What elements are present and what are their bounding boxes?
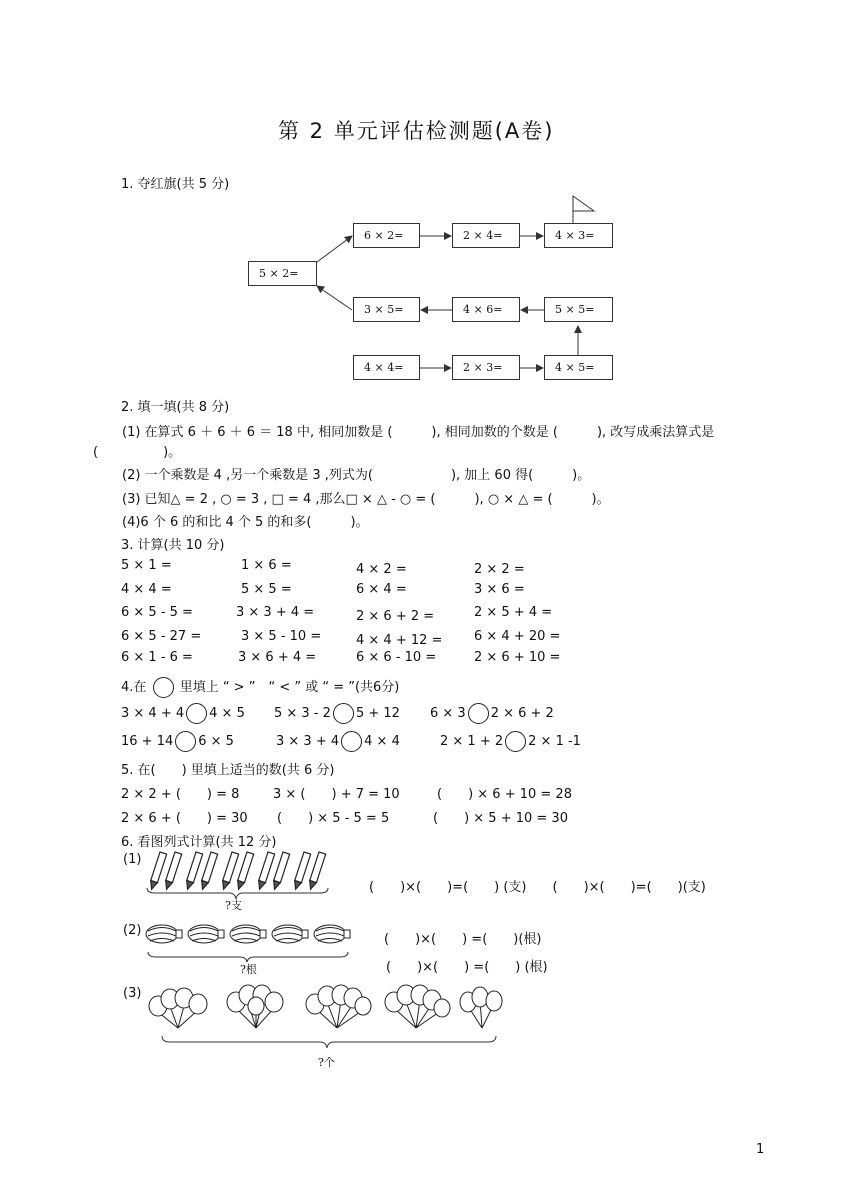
calc-item: 2 × 6 + 2 =: [356, 609, 435, 624]
box-b3: 5 × 5=: [544, 297, 613, 322]
q4-heading-a: 4.在: [121, 680, 147, 695]
box-c2: 2 × 3=: [452, 355, 520, 380]
calc-item: 2 × 6 + 10 =: [474, 650, 561, 665]
compare-left: 3 × 4 + 4: [121, 706, 185, 721]
q6-p2-caption: ?根: [240, 963, 257, 976]
calc-item: 6 × 6 - 10 =: [356, 650, 437, 665]
q2-line3: (3) 已知△ = 2 , ○ = 3 , □ = 4 ,那么□ × △ - ○ = ( ), ○ × △ = ( )。: [122, 492, 610, 507]
compare-right: 6 × 5: [198, 734, 234, 749]
calc-item: 3 × 6 =: [474, 582, 525, 597]
calc-item: 1 × 6 =: [241, 558, 292, 573]
calc-item: 6 × 1 - 6 =: [121, 650, 193, 665]
calc-item: 6 × 4 + 20 =: [474, 629, 561, 644]
compare-left: 6 × 3: [430, 706, 466, 721]
q6-p2-equation-1: ( )×( ) =( )(根): [384, 932, 542, 947]
calc-item: 3 × 6 + 4 =: [238, 650, 317, 665]
balloon-brace: [162, 1036, 496, 1048]
compare-left: 2 × 1 + 2: [440, 734, 504, 749]
q1-heading: 1. 夺红旗(共 5 分): [121, 177, 230, 192]
q2-line4: (4)6 个 6 的和比 4 个 5 的和多( )。: [122, 515, 369, 530]
calc-item: 3 × 3 + 4 =: [236, 605, 315, 620]
calc-item: 6 × 5 - 5 =: [121, 605, 193, 620]
compare-right: 5 + 12: [355, 706, 400, 721]
compare-left: 3 × 3 + 4: [276, 734, 340, 749]
q6-p2-label: (2): [123, 923, 142, 938]
q6-p1-label: (1): [123, 852, 142, 867]
compare-left: 16 + 14: [121, 734, 174, 749]
q2-line1: (1) 在算式 6 ＋ 6 ＋ 6 ＝ 18 中, 相同加数是 ( ), 相同加数的个数是 ( ), 改写成乘法算式是: [122, 425, 715, 440]
compare-right: 4 × 5: [209, 706, 245, 721]
calc-item: 4 × 2 =: [356, 562, 407, 577]
fill-item: ( ) × 5 + 10 = 30: [433, 811, 568, 826]
box-a2: 2 × 4=: [452, 223, 520, 248]
q6-p3-label: (3): [123, 986, 142, 1001]
calc-item: 5 × 5 =: [241, 582, 292, 597]
page-number: 1: [756, 1142, 765, 1157]
compare-right: 2 × 1 -1: [528, 734, 581, 749]
q3-heading: 3. 计算(共 10 分): [121, 538, 225, 553]
calc-item: 2 × 5 + 4 =: [474, 605, 553, 620]
q6-p1-caption: ?支: [225, 899, 242, 912]
calc-item: 4 × 4 =: [121, 582, 172, 597]
box-c3: 4 × 5=: [544, 355, 613, 380]
calc-item: 6 × 4 =: [356, 582, 407, 597]
fill-item: 3 × ( ) + 7 = 10: [273, 787, 400, 802]
fill-item: ( ) × 5 - 5 = 5: [277, 811, 390, 826]
fill-item: 2 × 6 + ( ) = 30: [121, 811, 248, 826]
box-start: 5 × 2=: [248, 261, 317, 286]
q2-line1b: ( )。: [93, 445, 182, 460]
q5-heading: 5. 在( ) 里填上适当的数(共 6 分): [121, 763, 335, 778]
fill-item: 2 × 2 + ( ) = 8: [121, 787, 240, 802]
box-b1: 3 × 5=: [353, 297, 420, 322]
calc-item: 4 × 4 + 12 =: [356, 633, 443, 648]
box-a3: 4 × 3=: [544, 223, 613, 248]
compare-right: 4 × 4: [364, 734, 400, 749]
calc-item: 6 × 5 - 27 =: [121, 629, 202, 644]
q2-line2: (2) 一个乘数是 4 ,另一个乘数是 3 ,列式为( ), 加上 60 得( )。: [122, 468, 591, 483]
page-title: 第 2 单元评估检测题(A卷): [278, 119, 555, 143]
box-b2: 4 × 6=: [452, 297, 520, 322]
q6-p1-equation: ( )×( )=( ) (支) ( )×( )=( )(支): [369, 880, 706, 895]
box-c1: 4 × 4=: [353, 355, 420, 380]
q6-p2-equation-2: ( )×( ) =( ) (根): [386, 960, 548, 975]
q6-heading: 6. 看图列式计算(共 12 分): [121, 835, 277, 850]
compare-left: 5 × 3 - 2: [274, 706, 331, 721]
calc-item: 3 × 5 - 10 =: [241, 629, 322, 644]
q2-heading: 2. 填一填(共 8 分): [121, 400, 230, 415]
q6-p3-caption: ?个: [318, 1056, 335, 1069]
fill-item: ( ) × 6 + 10 = 28: [437, 787, 572, 802]
calc-item: 2 × 2 =: [474, 562, 525, 577]
compare-right: 2 × 6 + 2: [490, 706, 554, 721]
q4-heading-b: 里填上 “ > ” “ < ” 或 “ = ”(共6分): [179, 680, 400, 695]
calc-item: 5 × 1 =: [121, 558, 172, 573]
box-a1: 6 × 2=: [353, 223, 420, 248]
